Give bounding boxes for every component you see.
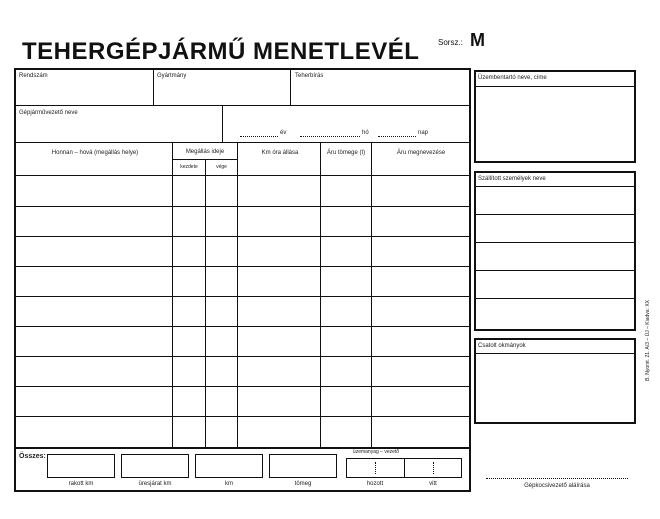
km-column-header: Km óra állása xyxy=(261,150,299,156)
main-form-frame xyxy=(14,68,471,492)
driver-field-label: Gépjárművezető neve xyxy=(19,110,78,116)
gyartmany-field-label: Gyártmány xyxy=(157,73,187,79)
route-column-header: Honnan – hová (megállás helye) xyxy=(51,150,139,156)
owner-box xyxy=(474,70,636,163)
sum-label-weight: tömeg xyxy=(294,481,312,487)
fuel-brought-label: hozott xyxy=(366,481,384,487)
table-row xyxy=(15,326,470,327)
stop-time-column-header: Megállás ideje xyxy=(185,149,225,155)
goods-column-header: Áru megnevezése xyxy=(396,150,446,156)
sum-label-empty-km: üresjárat km xyxy=(138,481,172,487)
date-day-label: nap xyxy=(418,130,429,136)
passengers-box xyxy=(474,171,636,331)
empty-km-box[interactable] xyxy=(121,454,189,478)
documents-label: Csatolt okmányok xyxy=(478,343,526,349)
rendszam-field-label: Rendszám xyxy=(19,73,48,79)
table-row xyxy=(15,236,470,237)
table-row xyxy=(15,386,470,387)
passengers-label: Szállított személyek neve xyxy=(478,176,546,182)
date-year-label: év xyxy=(280,130,287,136)
date-month-label: hó xyxy=(362,130,369,136)
stop-start-column-header: kezdete xyxy=(180,164,198,170)
teherbiras-field-label: Teherbírás xyxy=(295,73,324,79)
km-box[interactable] xyxy=(195,454,263,478)
form-title: TEHERGÉPJÁRMŰ MENETLEVÉL xyxy=(22,38,420,65)
driver-signature-label: Gépkocsivezető aláírása xyxy=(524,483,590,489)
table-row xyxy=(15,296,470,297)
fuel-taken-label: vitt xyxy=(429,481,437,487)
table-row xyxy=(15,266,470,267)
total-label: Összes: xyxy=(19,453,46,460)
weight-box[interactable] xyxy=(269,454,337,478)
table-row xyxy=(15,206,470,207)
table-row xyxy=(15,416,470,417)
table-row xyxy=(15,356,470,357)
loaded-km-box[interactable] xyxy=(47,454,115,478)
documents-box xyxy=(474,338,636,424)
owner-label: Üzembentartó neve, címe xyxy=(478,75,547,81)
stop-end-column-header: vége xyxy=(216,164,227,170)
serial-code: M xyxy=(470,30,485,50)
weight-column-header: Áru tömege (t) xyxy=(326,150,366,156)
print-code-note: B. Nyomt. 21. A/3 – ÚJ – Kiadva: XX xyxy=(645,300,651,381)
fuel-driver-label: üzemanyag – vezető xyxy=(352,449,400,455)
serial-label: Sorsz.: xyxy=(438,38,463,47)
sum-label-loaded-km: rakott km xyxy=(68,481,94,487)
sum-label-km: km xyxy=(225,481,233,487)
